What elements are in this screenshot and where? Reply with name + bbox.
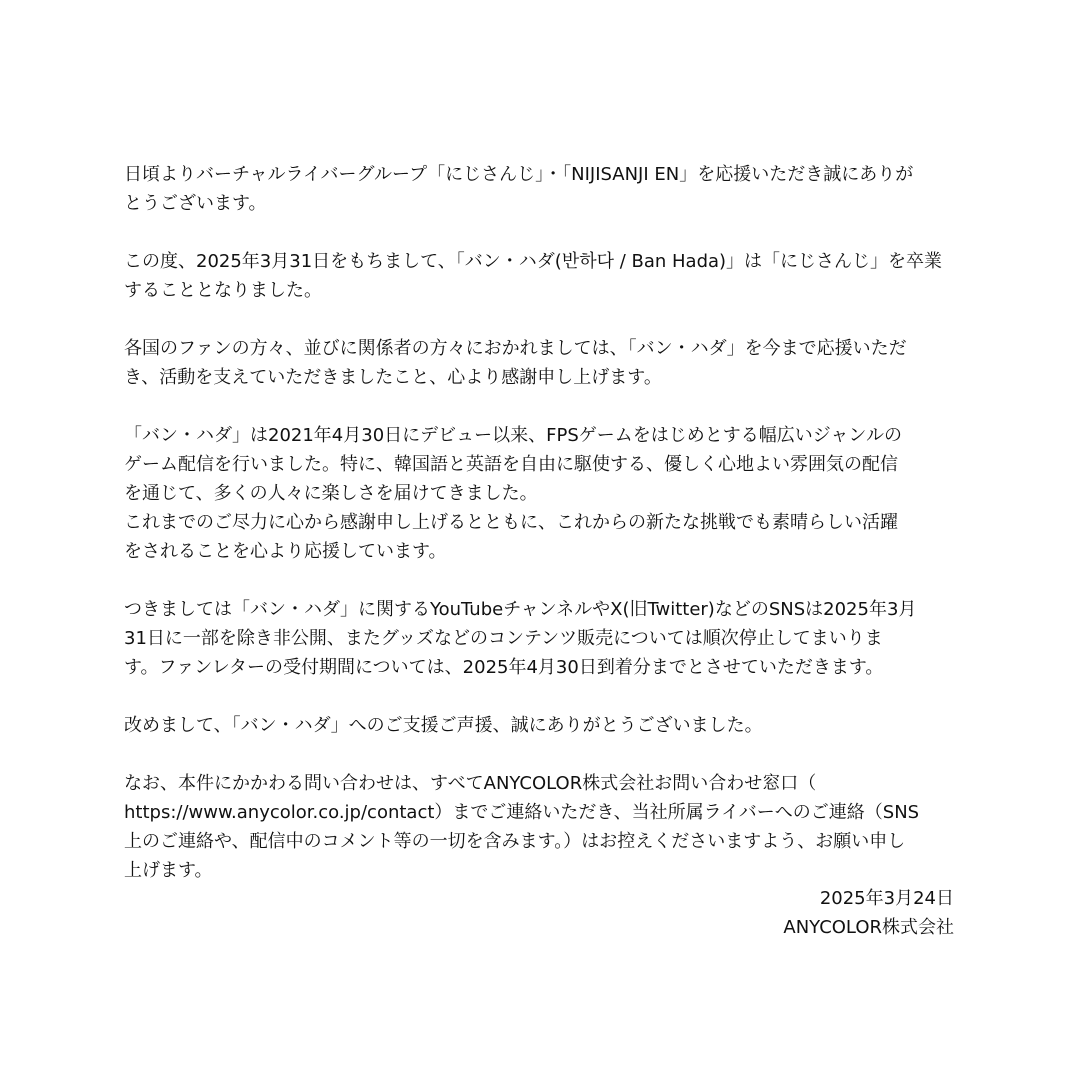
text-line: 上げます。 bbox=[124, 860, 213, 881]
text-line: とうございます。 bbox=[124, 193, 267, 214]
text-line: この度、2025年3月31日をもちまして、「バン・ハダ(반하다 / Ban Hada)」は「にじさんじ」を卒業 bbox=[124, 251, 943, 272]
text-line: 各国のファンの方々、並びに関係者の方々におかれましては、「バン・ハダ」を今まで応援いただ bbox=[124, 338, 907, 359]
text-line: つきましては「バン・ハダ」に関するYouTubeチャンネルやX(旧Twitter)などのSNSは2025年3月 bbox=[124, 599, 917, 620]
paragraph-greeting bbox=[124, 160, 954, 218]
paragraph-contact bbox=[124, 769, 954, 885]
signature-block bbox=[783, 884, 954, 942]
text-line: これまでのご尽力に心から感謝申し上げるとともに、これからの新たな挑戦でも素晴らしい活躍 bbox=[124, 512, 898, 533]
signature-company: ANYCOLOR株式会社 bbox=[783, 917, 954, 938]
signature-date: 2025年3月24日 bbox=[819, 888, 954, 909]
text-line: なお、本件にかかわる問い合わせは、すべてANYCOLOR株式会社お問い合わせ窓口（ bbox=[124, 773, 817, 794]
text-line: することとなりました。 bbox=[124, 280, 322, 301]
paragraph-thanks bbox=[124, 334, 954, 392]
text-line: き、活動を支えていただきましたこと、心より感謝申し上げます。 bbox=[124, 367, 662, 388]
text-line: 上のご連絡や、配信中のコメント等の一切を含みます。）はお控えくださいますよう、お願い申し bbox=[124, 831, 906, 852]
announcement-body bbox=[124, 160, 954, 914]
text-line: を通じて、多くの人々に楽しさを届けてきました。 bbox=[124, 483, 538, 504]
paragraph-graduation-notice bbox=[124, 247, 954, 305]
paragraph-closing-thanks bbox=[124, 711, 954, 740]
paragraph-sns-goods bbox=[124, 595, 954, 682]
text-line: 31日に一部を除き非公開、またグッズなどのコンテンツ販売については順次停止してまいりま bbox=[124, 628, 883, 649]
text-line: 「バン・ハダ」は2021年4月30日にデビュー以来、FPSゲームをはじめとする幅広いジャンルの bbox=[124, 425, 902, 446]
text-line: す。ファンレターの受付期間については、2025年4月30日到着分までとさせていただきます。 bbox=[124, 657, 884, 678]
paragraph-activity bbox=[124, 421, 954, 566]
text-line: をされることを心より応援しています。 bbox=[124, 541, 447, 562]
text-line: 日頃よりバーチャルライバーグループ「にじさんじ」・「NIJISANJI EN」を応援いただき誠にありが bbox=[124, 164, 914, 185]
text-line: 改めまして、「バン・ハダ」へのご支援ご声援、誠にありがとうございました。 bbox=[124, 715, 763, 736]
text-line: https://www.anycolor.co.jp/contact）までご連絡いただき、当社所属ライバーへのご連絡（SNS bbox=[124, 802, 920, 823]
text-line: ゲーム配信を行いました。特に、韓国語と英語を自由に駆使する、優しく心地よい雰囲気の配信 bbox=[124, 454, 898, 475]
